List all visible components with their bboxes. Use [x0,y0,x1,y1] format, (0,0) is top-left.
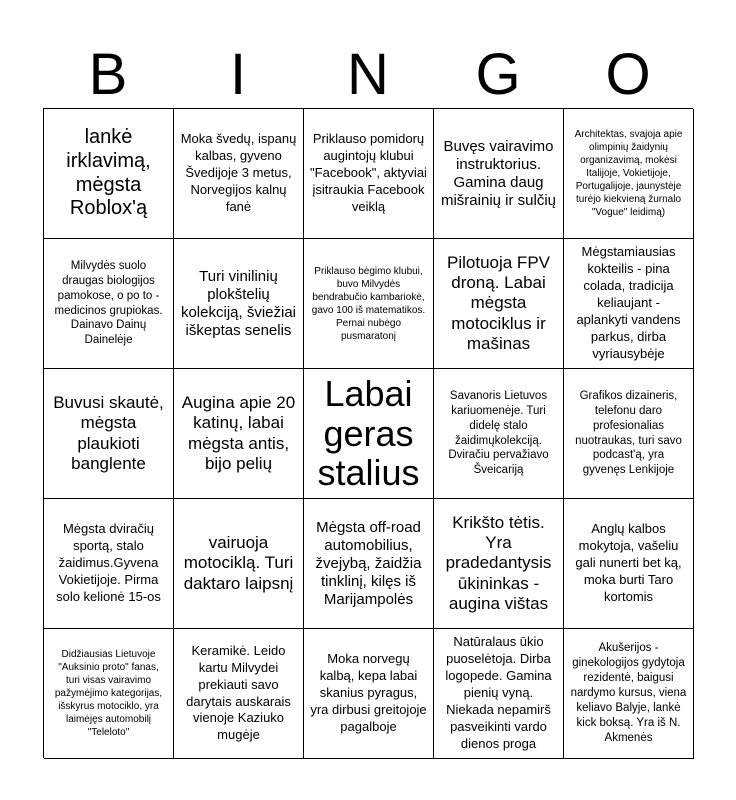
cell-text: Augina apie 20 katinų, labai mėgsta antis, bijo pelių [181,392,296,473]
header-letter-g: G [475,42,521,107]
cell-text: Mėgstamiausias kokteilis - pina colada, tradicija keliaujant - aplankyti vandens parkus, dirba vyriausybėje [576,244,681,361]
cell-text: Grafikos dizaineris, telefonu daro profesionalias nuotraukas, turi savo podcast'ą, yra gyvenęs Lenkijoje [575,389,682,477]
bingo-cell-r2-c5[interactable] [564,239,694,369]
cell-text: Akušerijos - ginekologijos gydytoja rezidentė, baigusi nardymo kursus, viena keliavo Balyje, lankė kick boksą. Yra iš N. Akmenės [570,642,687,744]
bingo-header [43,44,693,106]
bingo-cell-r4-c4[interactable] [434,499,564,629]
bingo-cell-r1-c5[interactable] [564,109,694,239]
cell-text: Anglų kalbos mokytoja, vašeliu gali nunerti bet ką, moka burti Taro kortomis [575,521,682,604]
cell-text: lankė irklavimą, mėgsta Roblox'ą [66,126,151,220]
bingo-cell-r5-c5[interactable] [564,629,694,759]
bingo-cell-r2-c4[interactable] [434,239,564,369]
bingo-cell-r1-c3[interactable] [304,109,434,239]
cell-text: Architektas, svajoja apie olimpinių žaidynių organizavimą, mokėsi Italijoje, Vokietijoje, Portugalijoje, jaunystėje turėjo kiekvieną žurnalo "Vogue" leidimą) [574,129,683,218]
cell-text: Buvusi skautė, mėgsta plaukioti banglente [53,392,164,473]
cell-text: Buvęs vairavimo instruktorius. Gamina daug mišrainių ir sulčių [440,137,557,209]
bingo-cell-r2-c1[interactable] [44,239,174,369]
cell-text: Priklauso pomidorų augintojų klubui "Facebook", aktyviai įsitraukia Facebook veiklą [310,131,427,214]
header-letter-i: I [229,42,247,107]
bingo-cell-r4-c1[interactable] [44,499,174,629]
cell-text: Krikšto tėtis. Yra pradedantysis ūkininkas - augina vištas [445,512,552,614]
bingo-cell-r2-c2[interactable] [174,239,304,369]
cell-text: vairuoja motociklą. Turi daktaro laipsnį [183,532,294,593]
bingo-cell-r5-c3[interactable] [304,629,434,759]
header-letter-o: O [605,42,651,107]
bingo-cell-r2-c3[interactable] [304,239,434,369]
bingo-cell-r3-c4[interactable] [434,369,564,499]
cell-text: Mėgsta dviračių sportą, stalo žaidimus.Gyvena Vokietijoje. Pirma solo kelionė 15-os [56,521,161,604]
bingo-cell-r1-c2[interactable] [174,109,304,239]
bingo-card-grid [43,108,693,758]
bingo-cell-r3-c5[interactable] [564,369,694,499]
cell-text: Didžiausias Lietuvoje "Auksinio proto" fanas, turi visas vairavimo pažymėjimo kategorijas, išskyrus motociklo, yra laimėjęs automobilį "Teleloto" [54,649,163,738]
cell-text: Natūralaus ūkio puoselėtoja. Dirba logopede. Gamina pienių vyną. Niekada nepamirš pasveikinti vardo dienos proga [445,634,552,751]
bingo-cell-r4-c2[interactable] [174,499,304,629]
cell-text: Keramikė. Leido kartu Milvydei prekiauti savo darytais auskarais vienoje Kaziuko mugėje [186,642,291,743]
cell-text: Savanoris Lietuvos kariuomenėje. Turi didelę stalo žaidimųkolekciją. Dviračiu pervažiavo Šveicariją [448,389,549,477]
bingo-cell-r4-c5[interactable] [564,499,694,629]
cell-text: Mėgsta off-road automobilius, žvejybą, žaidžia tinklinį, kilęs iš Marijampolės [315,518,422,608]
cell-text: Priklauso bėgimo klubui, buvo Milvydės bendrabučio kambariokė, gavo 100 iš matematikos. Pernai nubėgo pusmaratonį [311,265,426,342]
cell-text: Moka švedų, ispanų kalbas, gyveno Švedijoje 3 metus, Norvegijos kalnų fanė [180,131,297,214]
cell-text: Milvydės suolo draugas biologijos pamokose, o po to - medicinos grupiokas. Dainavo Dainų Dainelėje [54,259,163,347]
bingo-cell-r3-c1[interactable] [44,369,174,499]
bingo-cell-r5-c4[interactable] [434,629,564,759]
bingo-cell-free-center[interactable] [304,369,434,499]
bingo-cell-r5-c1[interactable] [44,629,174,759]
bingo-cell-r3-c2[interactable] [174,369,304,499]
bingo-cell-r5-c2[interactable] [174,629,304,759]
bingo-cell-r1-c4[interactable] [434,109,564,239]
cell-text: Turi vinilinių plokštelių kolekciją, šviežiai iškeptas senelis [180,267,297,339]
header-letter-b: B [88,42,128,107]
cell-text: Labai geras stalius [317,373,420,494]
cell-text: Moka norvegų kalbą, kepa labai skanius pyragus, yra dirbusi greitojoje pagalboje [310,651,427,734]
cell-text: Pilotuoja FPV droną. Labai mėgsta motociklus ir mašinas [447,252,550,354]
header-letter-n: N [347,42,389,107]
bingo-cell-r4-c3[interactable] [304,499,434,629]
bingo-cell-r1-c1[interactable] [44,109,174,239]
